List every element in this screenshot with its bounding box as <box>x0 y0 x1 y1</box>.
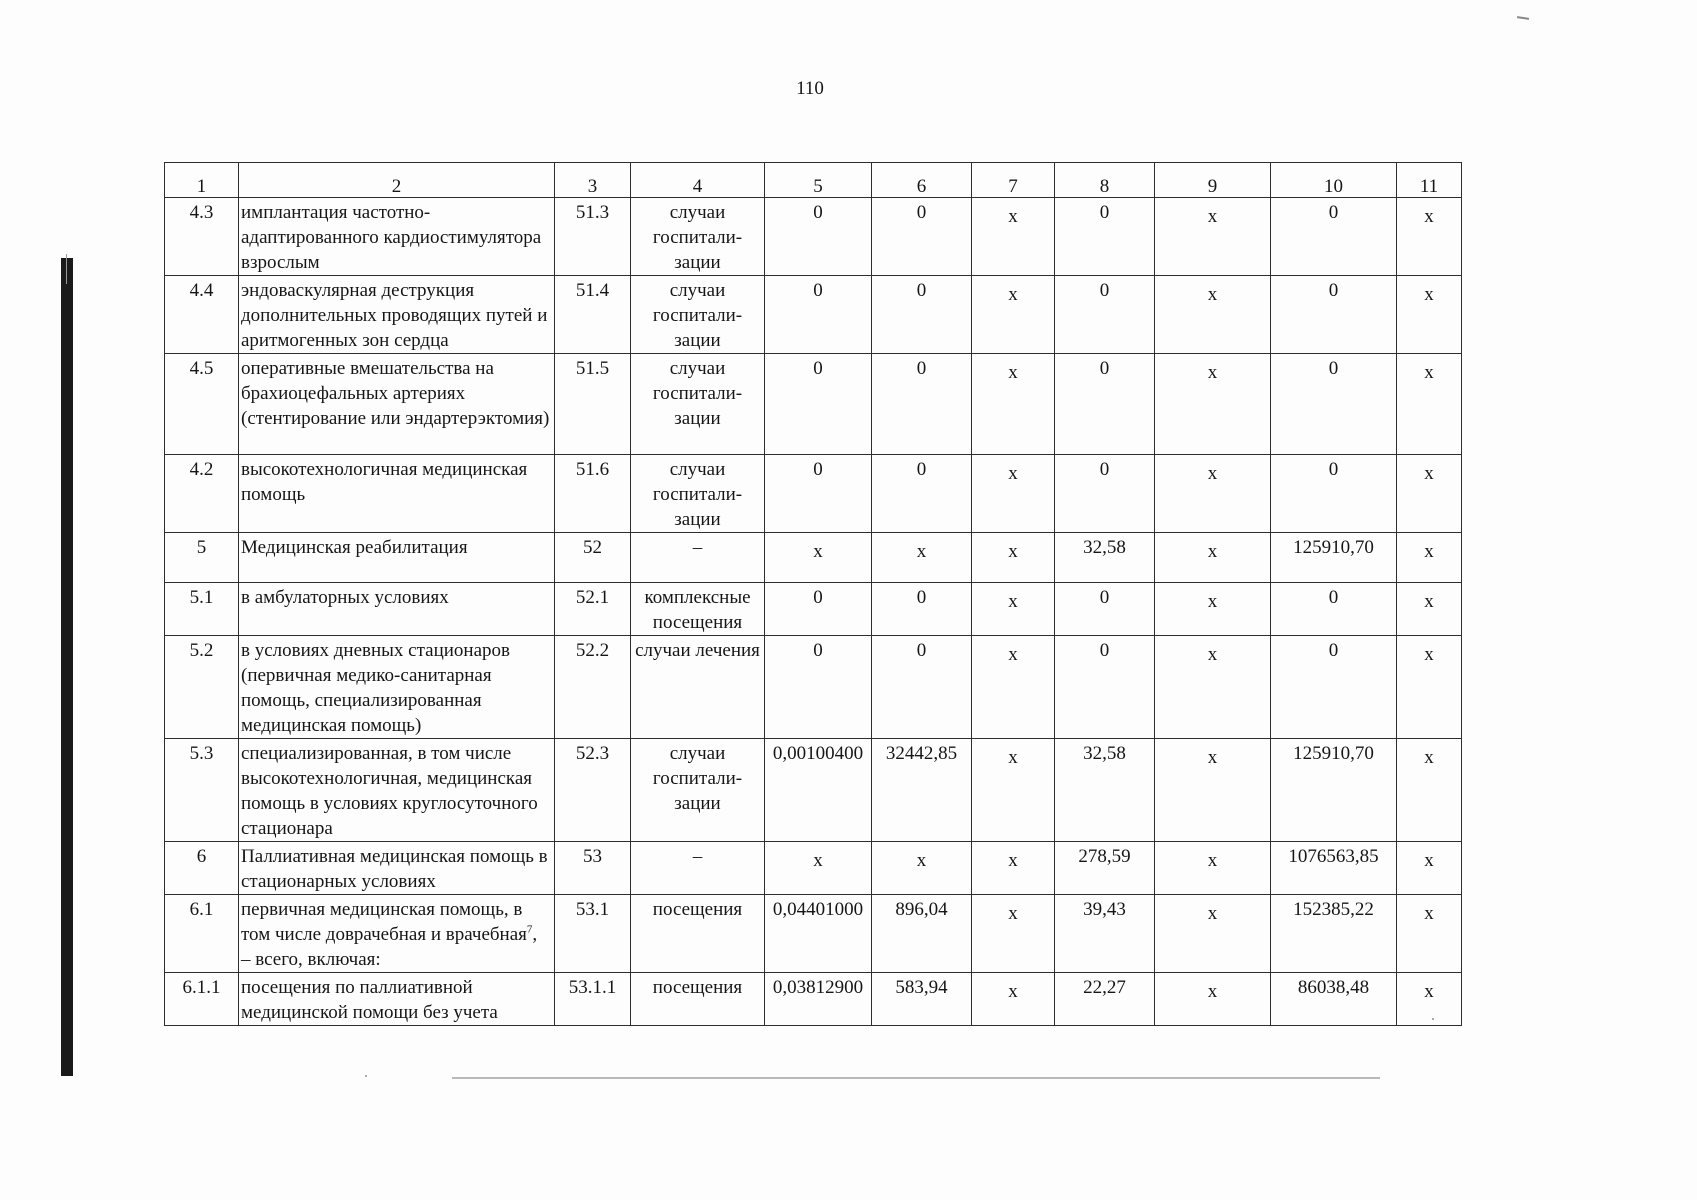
cell-col11: х <box>1397 842 1462 895</box>
cell-col5: 0 <box>765 354 872 455</box>
row-code: 53.1 <box>555 895 631 973</box>
cell-col5: 0 <box>765 276 872 354</box>
cell-col11: х <box>1397 533 1462 583</box>
row-name-text-tail: , – всего, включая: <box>241 924 538 970</box>
row-unit: случаи госпитали-зации <box>631 198 765 276</box>
scan-dust <box>365 1075 367 1077</box>
page-number: 110 <box>796 78 824 99</box>
row-unit: – <box>631 533 765 583</box>
row-code: 51.3 <box>555 198 631 276</box>
cell-col9: х <box>1155 354 1271 455</box>
row-number: 5 <box>165 533 239 583</box>
cell-col8: 0 <box>1055 583 1155 636</box>
row-unit: посещения <box>631 895 765 973</box>
cell-col11: х <box>1397 583 1462 636</box>
row-code: 53 <box>555 842 631 895</box>
row-code: 52 <box>555 533 631 583</box>
cell-col8: 0 <box>1055 636 1155 739</box>
row-name: оперативные вмешательства на брахиоцефальных артериях (стентирование или эндартерэктомия) <box>239 354 555 455</box>
table-row <box>165 276 1462 354</box>
column-header: 1 <box>165 163 239 198</box>
table-row <box>165 198 1462 276</box>
scan-binding-edge <box>61 258 73 1076</box>
row-unit: случаи госпитали-зации <box>631 276 765 354</box>
cell-col9: х <box>1155 198 1271 276</box>
cell-col8: 0 <box>1055 354 1155 455</box>
row-unit: случаи госпитали-зации <box>631 455 765 533</box>
cell-col7: х <box>972 455 1055 533</box>
cell-col9: х <box>1155 973 1271 1026</box>
cell-col6: 0 <box>872 276 972 354</box>
cell-col7: х <box>972 583 1055 636</box>
cell-col6: 0 <box>872 636 972 739</box>
row-name: в условиях дневных стационаров (первичная медико-санитарная помощь, специализированная медицинская помощь) <box>239 636 555 739</box>
cell-col6: 32442,85 <box>872 739 972 842</box>
column-header: 8 <box>1055 163 1155 198</box>
cell-col5: 0 <box>765 583 872 636</box>
cell-col9: х <box>1155 739 1271 842</box>
row-name: имплантация частотно-адаптированного кардиостимулятора взрослым <box>239 198 555 276</box>
row-code: 51.5 <box>555 354 631 455</box>
column-header: 2 <box>239 163 555 198</box>
cell-col6: 0 <box>872 583 972 636</box>
cell-col10: 0 <box>1271 583 1397 636</box>
table-row <box>165 455 1462 533</box>
cell-col7: х <box>972 636 1055 739</box>
column-header: 6 <box>872 163 972 198</box>
cell-col8: 39,43 <box>1055 895 1155 973</box>
table-row <box>165 533 1462 583</box>
cell-col10: 125910,70 <box>1271 533 1397 583</box>
cell-col9: х <box>1155 276 1271 354</box>
cell-col6: 0 <box>872 455 972 533</box>
cell-col9: х <box>1155 842 1271 895</box>
cell-col8: 0 <box>1055 198 1155 276</box>
cell-col8: 32,58 <box>1055 533 1155 583</box>
cell-col7: х <box>972 198 1055 276</box>
row-number: 4.5 <box>165 354 239 455</box>
row-number: 6 <box>165 842 239 895</box>
cell-col10: 0 <box>1271 276 1397 354</box>
cell-col6: 0 <box>872 198 972 276</box>
cell-col7: х <box>972 354 1055 455</box>
row-number: 4.4 <box>165 276 239 354</box>
cell-col5: 0 <box>765 455 872 533</box>
row-unit: комплексные посещения <box>631 583 765 636</box>
row-code: 53.1.1 <box>555 973 631 1026</box>
cell-col10: 0 <box>1271 354 1397 455</box>
cell-col10: 0 <box>1271 455 1397 533</box>
cell-col6: 583,94 <box>872 973 972 1026</box>
cell-col9: х <box>1155 636 1271 739</box>
footnote-marker: 7 <box>526 923 533 936</box>
cell-col10: 0 <box>1271 636 1397 739</box>
table-row <box>165 739 1462 842</box>
row-code: 52.1 <box>555 583 631 636</box>
scan-bottom-rule <box>452 1077 1380 1079</box>
cell-col11: х <box>1397 276 1462 354</box>
cell-col5: х <box>765 533 872 583</box>
row-name: посещения по паллиативной медицинской помощи без учета <box>239 973 555 1026</box>
row-number: 6.1.1 <box>165 973 239 1026</box>
cell-col5: 0,03812900 <box>765 973 872 1026</box>
row-number: 6.1 <box>165 895 239 973</box>
row-code: 52.3 <box>555 739 631 842</box>
column-header: 9 <box>1155 163 1271 198</box>
column-header: 4 <box>631 163 765 198</box>
cell-col10: 1076563,85 <box>1271 842 1397 895</box>
column-header: 3 <box>555 163 631 198</box>
column-header: 11 <box>1397 163 1462 198</box>
cell-col10: 86038,48 <box>1271 973 1397 1026</box>
row-name: специализированная, в том числе высокотехнологичная, медицинская помощь в условиях круглосуточного стационара <box>239 739 555 842</box>
row-number: 5.3 <box>165 739 239 842</box>
row-unit: случаи лечения <box>631 636 765 739</box>
row-number: 5.1 <box>165 583 239 636</box>
scan-artifact-mark <box>1517 16 1529 20</box>
cell-col11: х <box>1397 455 1462 533</box>
table-row <box>165 842 1462 895</box>
cell-col10: 125910,70 <box>1271 739 1397 842</box>
row-name-text: первичная медицинская помощь, в том числе доврачебная и врачебная <box>241 899 527 945</box>
row-name: Паллиативная медицинская помощь в стационарных условиях <box>239 842 555 895</box>
cell-col11: х <box>1397 895 1462 973</box>
cell-col8: 32,58 <box>1055 739 1155 842</box>
row-unit: случаи госпитали-зации <box>631 739 765 842</box>
cell-col6: 896,04 <box>872 895 972 973</box>
row-name <box>239 895 555 973</box>
cell-col8: 278,59 <box>1055 842 1155 895</box>
row-unit: – <box>631 842 765 895</box>
cell-col6: х <box>872 842 972 895</box>
row-code: 51.6 <box>555 455 631 533</box>
row-name: в амбулаторных условиях <box>239 583 555 636</box>
scan-binding-line <box>66 254 67 284</box>
column-header: 5 <box>765 163 872 198</box>
row-name: эндоваскулярная деструкция дополнительных проводящих путей и аритмогенных зон сердца <box>239 276 555 354</box>
row-code: 52.2 <box>555 636 631 739</box>
cell-col7: х <box>972 533 1055 583</box>
cell-col7: х <box>972 895 1055 973</box>
table-row <box>165 354 1462 455</box>
cell-col9: х <box>1155 533 1271 583</box>
cell-col8: 0 <box>1055 455 1155 533</box>
table-row <box>165 636 1462 739</box>
cell-col9: х <box>1155 895 1271 973</box>
cell-col11: х <box>1397 739 1462 842</box>
cell-col9: х <box>1155 455 1271 533</box>
cell-col6: х <box>872 533 972 583</box>
cell-col5: 0 <box>765 198 872 276</box>
cell-col11: х <box>1397 198 1462 276</box>
cell-col7: х <box>972 842 1055 895</box>
cell-col5: 0,00100400 <box>765 739 872 842</box>
table-row <box>165 895 1462 973</box>
cell-col10: 152385,22 <box>1271 895 1397 973</box>
cell-col5: 0 <box>765 636 872 739</box>
cell-col9: х <box>1155 583 1271 636</box>
column-header: 10 <box>1271 163 1397 198</box>
cell-col5: 0,04401000 <box>765 895 872 973</box>
table-row <box>165 973 1462 1026</box>
row-unit: случаи госпитали-зации <box>631 354 765 455</box>
column-header: 7 <box>972 163 1055 198</box>
cell-col7: х <box>972 276 1055 354</box>
row-number: 5.2 <box>165 636 239 739</box>
row-name: высокотехнологичная медицинская помощь <box>239 455 555 533</box>
cell-col11: х <box>1397 354 1462 455</box>
cell-col10: 0 <box>1271 198 1397 276</box>
cell-col5: х <box>765 842 872 895</box>
cell-col7: х <box>972 739 1055 842</box>
cell-col7: х <box>972 973 1055 1026</box>
data-table <box>164 162 1462 1026</box>
row-unit: посещения <box>631 973 765 1026</box>
row-number: 4.3 <box>165 198 239 276</box>
row-number: 4.2 <box>165 455 239 533</box>
cell-col8: 0 <box>1055 276 1155 354</box>
cell-col11: х <box>1397 973 1462 1026</box>
table-row <box>165 583 1462 636</box>
row-name: Медицинская реабилитация <box>239 533 555 583</box>
cell-col8: 22,27 <box>1055 973 1155 1026</box>
row-code: 51.4 <box>555 276 631 354</box>
cell-col6: 0 <box>872 354 972 455</box>
column-number-row <box>165 163 1462 198</box>
cell-col11: х <box>1397 636 1462 739</box>
